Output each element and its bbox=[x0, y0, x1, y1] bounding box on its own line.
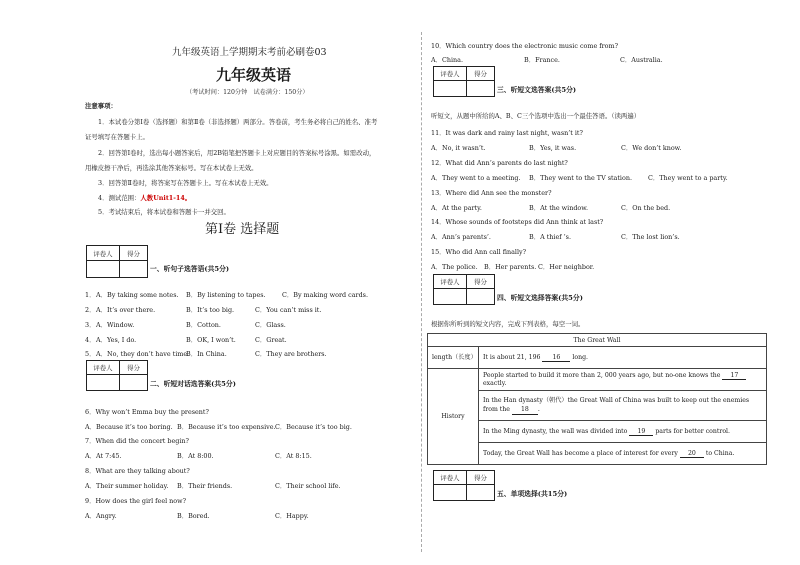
history-row-20: Today, the Great Wall has become a place of interest for every 20 to China. bbox=[479, 443, 767, 465]
option-c[interactable]: C．Glass. bbox=[255, 321, 286, 329]
length-label: length（长度） bbox=[428, 347, 479, 369]
test-scope: 人教Unit1-14。 bbox=[140, 194, 192, 202]
option-a[interactable]: A．China. bbox=[431, 56, 464, 64]
scorer-label: 评卷人 bbox=[87, 361, 120, 375]
length-row: It is about 21, 196 16 long. bbox=[479, 347, 767, 369]
note-5: 5．考试结束后，将本试卷和答题卡一并交回。 bbox=[98, 208, 230, 216]
option-b[interactable]: B．Bored. bbox=[177, 512, 210, 520]
option-a[interactable]: A．Ann’s parents’. bbox=[431, 233, 491, 241]
option-a[interactable]: A．The police. bbox=[431, 263, 478, 271]
part1-title: 第Ⅰ卷 选择题 bbox=[205, 222, 280, 237]
option-a[interactable]: A．At the party. bbox=[431, 204, 482, 212]
score-label: 得分 bbox=[467, 67, 495, 81]
option-a[interactable]: A．Yes, I do. bbox=[96, 336, 137, 344]
note-2: 2．回答第Ⅰ卷时，选出每小题答案后，用2B铅笔把答题卡上对应题目的答案标号涂黑。如需改动， bbox=[98, 149, 376, 157]
option-c[interactable]: C．On the bed. bbox=[621, 204, 671, 212]
option-a[interactable]: A．By taking some notes. bbox=[96, 291, 179, 299]
blank-16[interactable]: 16 bbox=[542, 354, 570, 362]
score-label: 得分 bbox=[120, 246, 148, 261]
option-a[interactable]: A．Because it’s too boring. bbox=[85, 423, 173, 431]
score-label: 得分 bbox=[467, 471, 495, 485]
question-text: 12．What did Ann’s parents do last night? bbox=[431, 159, 568, 167]
option-a[interactable]: A．They went to a meeting. bbox=[431, 174, 521, 182]
question-text: 13．Where did Ann see the monster? bbox=[431, 189, 552, 197]
scorer-box-2 bbox=[86, 360, 148, 391]
scorer-box-3 bbox=[433, 66, 495, 97]
scorer-cell[interactable] bbox=[434, 289, 467, 305]
scorer-cell[interactable] bbox=[434, 81, 467, 97]
question-text: 8．What are they talking about? bbox=[85, 467, 190, 475]
option-c[interactable]: C．They are brothers. bbox=[255, 350, 327, 358]
great-wall-table bbox=[427, 333, 767, 465]
option-b[interactable]: B．By listening to tapes. bbox=[186, 291, 266, 299]
section-2-title: 二、听短对话选答案(共5分) bbox=[150, 380, 236, 388]
option-a[interactable]: A．It’s over there. bbox=[96, 306, 156, 314]
exam-title: 九年级英语上学期期末考前必刷卷03 bbox=[172, 47, 327, 58]
note-4: 4．测试范围：人教Unit1-14。 bbox=[98, 194, 192, 202]
subject-title: 九年级英语 bbox=[216, 66, 292, 84]
question-text: 7．When did the concert begin? bbox=[85, 437, 189, 445]
option-c[interactable]: C．The lost lion’s. bbox=[621, 233, 680, 241]
note-1b: 证号填写在答题卡上。 bbox=[85, 133, 149, 141]
option-c[interactable]: C．You can’t miss it. bbox=[255, 306, 322, 314]
option-a[interactable]: A．No, it wasn’t. bbox=[431, 144, 486, 152]
question-text: 14．Whose sounds of footsteps did Ann think at last? bbox=[431, 218, 604, 226]
option-c[interactable]: C．By making word cards. bbox=[282, 291, 368, 299]
scorer-label: 评卷人 bbox=[87, 246, 120, 261]
scorer-box-4 bbox=[433, 274, 495, 305]
score-cell[interactable] bbox=[467, 289, 495, 305]
history-row-18: In the Han dynasty（朝代）the Great Wall of China was built to keep out the enemies from the 18 . bbox=[479, 391, 767, 421]
option-c[interactable]: C．We don’t know. bbox=[621, 144, 682, 152]
scorer-cell[interactable] bbox=[87, 261, 120, 278]
section-4-intro: 根据你所听到的短文内容，完成下列表格，每空一词。 bbox=[431, 320, 585, 328]
option-a[interactable]: A．Their summer holiday. bbox=[85, 482, 169, 490]
option-b[interactable]: B．Cotton. bbox=[186, 321, 221, 329]
note-3: 3．回答第Ⅱ卷时，将答案写在答题卡上。写在本试卷上无效。 bbox=[98, 179, 273, 187]
section-5-title: 五、单项选择(共15分) bbox=[497, 490, 568, 498]
score-cell[interactable] bbox=[120, 261, 148, 278]
option-a[interactable]: A．At 7:45. bbox=[85, 452, 122, 460]
option-c[interactable]: C．Because it’s too big. bbox=[275, 423, 352, 431]
notes-heading: 注意事项： bbox=[85, 102, 117, 110]
option-c[interactable]: C．Their school life. bbox=[275, 482, 341, 490]
section-1-title: 一、听句子选答语(共5分) bbox=[150, 265, 230, 273]
question-text: 9．How does the girl feel now? bbox=[85, 497, 187, 505]
scorer-box-1 bbox=[86, 245, 148, 278]
option-a[interactable]: A．No, they don’t have time. bbox=[96, 350, 190, 358]
section-4-title: 四、听短文选择答案(共5分) bbox=[497, 294, 583, 302]
option-c[interactable]: C．They went to a party. bbox=[648, 174, 728, 182]
option-b[interactable]: B．Yes, it was. bbox=[529, 144, 577, 152]
option-b[interactable]: B．Their friends. bbox=[177, 482, 233, 490]
scorer-box-5 bbox=[433, 470, 495, 501]
score-label: 得分 bbox=[467, 275, 495, 289]
note-2b: 用橡皮擦干净后，再选涂其他答案标号。写在本试卷上无效。 bbox=[85, 164, 258, 172]
question-text: 10．Which country does the electronic music come from? bbox=[431, 42, 619, 50]
section-3-title: 三、听短文选答案(共5分) bbox=[497, 86, 577, 94]
scorer-label: 评卷人 bbox=[434, 67, 467, 81]
scorer-label: 评卷人 bbox=[434, 275, 467, 289]
option-c[interactable]: C．Great. bbox=[255, 336, 287, 344]
score-cell[interactable] bbox=[467, 485, 495, 501]
option-b[interactable]: B．At 8:00. bbox=[177, 452, 214, 460]
history-row-17: People started to build it more than 2, 000 years ago, but no-one knows the 17 exactly. bbox=[479, 369, 767, 391]
blank-20[interactable]: 20 bbox=[680, 450, 704, 458]
option-b[interactable]: B．They went to the TV station. bbox=[529, 174, 632, 182]
option-b[interactable]: B．France. bbox=[524, 56, 560, 64]
blank-19[interactable]: 19 bbox=[629, 428, 653, 436]
option-b[interactable]: B．Because it’s too expensive. bbox=[177, 423, 276, 431]
column-divider bbox=[421, 32, 422, 552]
exam-meta: （考试时间：120分钟 试卷满分：150分） bbox=[186, 89, 309, 96]
option-b[interactable]: B．In China. bbox=[186, 350, 227, 358]
blank-17[interactable]: 17 bbox=[722, 372, 746, 380]
option-c[interactable]: C．Her neighbor. bbox=[538, 263, 595, 271]
option-a[interactable]: A．Angry. bbox=[85, 512, 117, 520]
option-b[interactable]: B．It’s too big. bbox=[186, 306, 235, 314]
blank-18[interactable]: 18 bbox=[512, 405, 538, 415]
note-1: 1．本试卷分第Ⅰ卷（选择题）和第Ⅱ卷（非选择题）两部分。答卷前，考生务必将自己的姓名、准考 bbox=[98, 118, 378, 126]
scorer-cell[interactable] bbox=[87, 375, 120, 391]
option-c[interactable]: C．Australia. bbox=[620, 56, 663, 64]
question-text: 6．Why won’t Emma buy the present? bbox=[85, 408, 209, 416]
history-row-19: In the Ming dynasty, the wall was divided into 19 parts for better control. bbox=[479, 421, 767, 443]
section-3-intro: 听短文，从题中所给的A、B、C三个选项中选出一个最佳答语。（读两遍） bbox=[431, 112, 641, 120]
score-cell[interactable] bbox=[120, 375, 148, 391]
table-title: The Great Wall bbox=[428, 334, 767, 347]
question-text: 11．It was dark and rainy last night, wasn’t it? bbox=[431, 129, 583, 137]
option-b[interactable]: B．At the window. bbox=[529, 204, 588, 212]
history-label: History bbox=[428, 369, 479, 465]
option-b[interactable]: B．OK, I won’t. bbox=[186, 336, 236, 344]
scorer-label: 评卷人 bbox=[434, 471, 467, 485]
score-label: 得分 bbox=[120, 361, 148, 375]
option-b[interactable]: B．Her parents. bbox=[484, 263, 537, 271]
option-c[interactable]: C．Happy. bbox=[275, 512, 309, 520]
option-b[interactable]: B．A thief ’s. bbox=[529, 233, 571, 241]
option-a[interactable]: A．Window. bbox=[96, 321, 135, 329]
scorer-cell[interactable] bbox=[434, 485, 467, 501]
question-text: 15．Who did Ann call finally? bbox=[431, 248, 527, 256]
score-cell[interactable] bbox=[467, 81, 495, 97]
option-c[interactable]: C．At 8:15. bbox=[275, 452, 312, 460]
